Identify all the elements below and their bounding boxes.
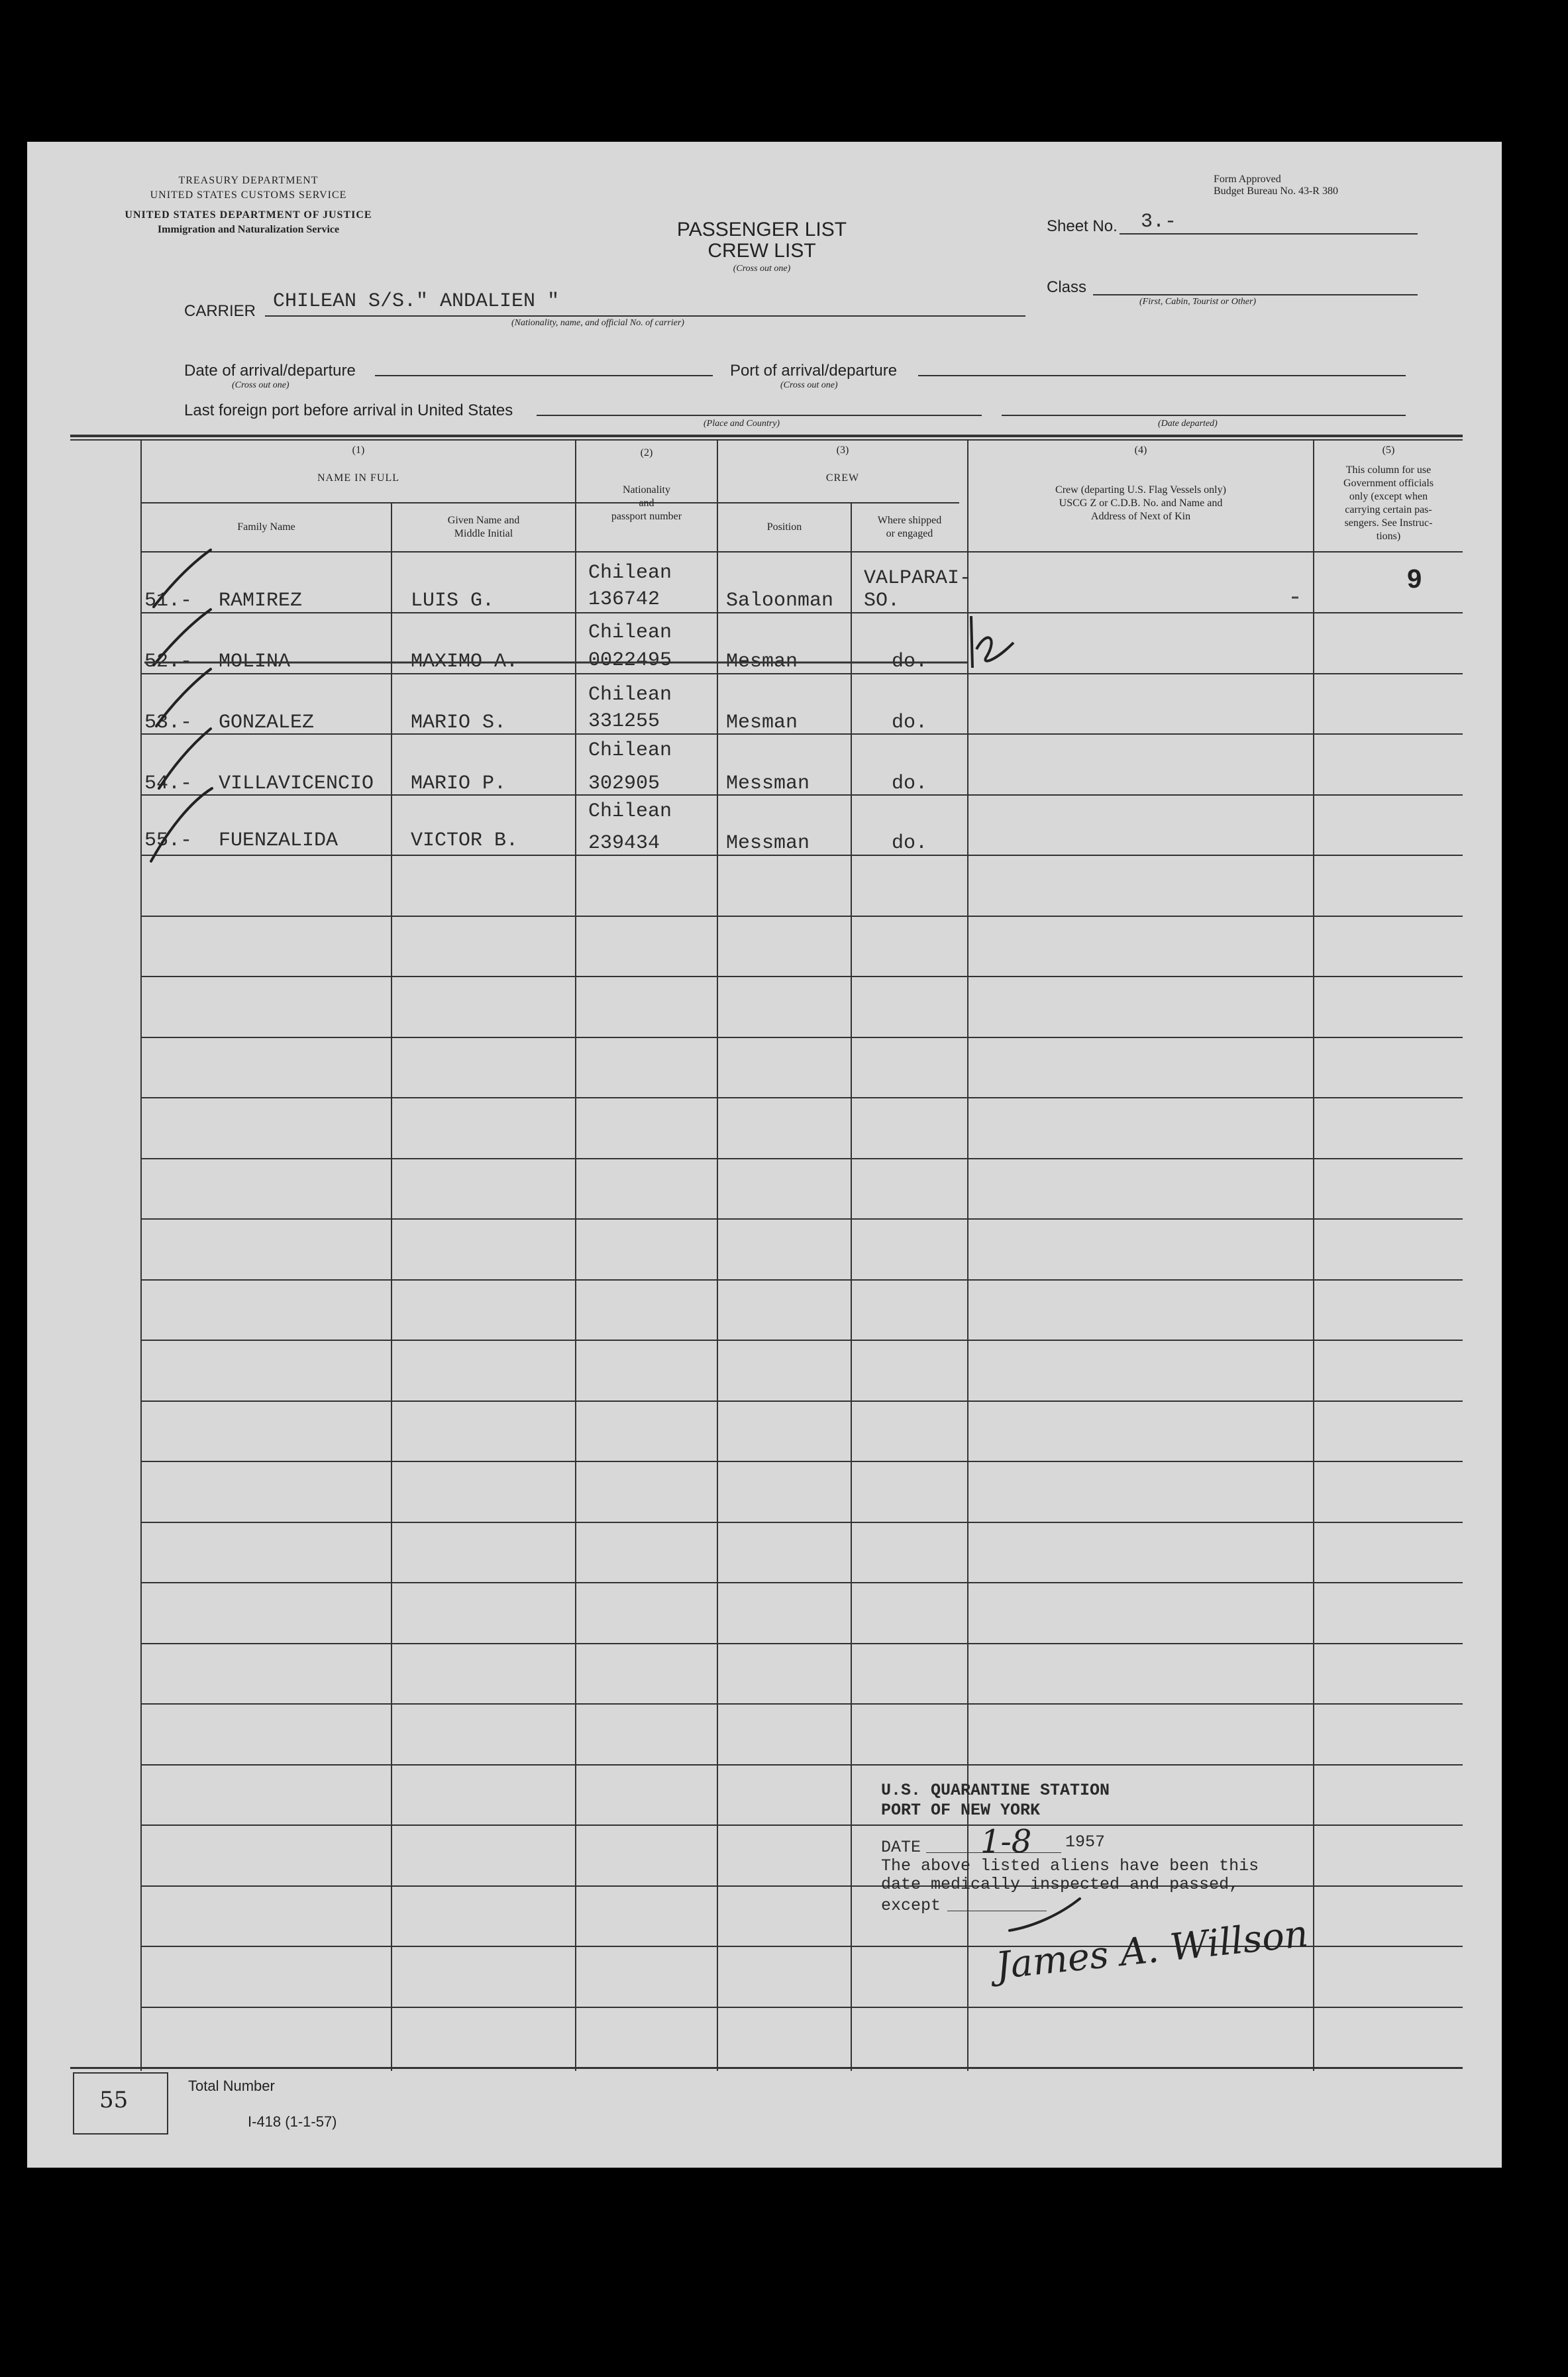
class-label: Class [1047,278,1087,296]
position: Mesman [726,712,798,734]
carrier-value: CHILEAN S/S." ANDALIEN " [273,290,560,313]
col1-given-header-2: Middle Initial [454,528,513,539]
passport-number: 239434 [588,832,660,855]
nationality: Chilean [588,684,672,706]
where-shipped-1: VALPARAI- [864,567,972,590]
col5-number: (5) [1382,445,1395,456]
sheet-value: 3.- [1141,211,1177,233]
last-port-label: Last foreign port before arrival in United States [184,401,513,419]
carrier-label: CARRIER [184,302,256,320]
date-arrival-label: Date of arrival/departure [184,362,356,380]
col1-title: NAME IN FULL [317,472,399,484]
col4-header-2: USCG Z or C.D.B. No. and Name and [1059,498,1223,509]
row-number: 54.- [144,772,193,795]
given-name: LUIS G. [411,590,495,612]
col5-header-3: only (except when [1349,491,1428,502]
col2-header-3: passport number [611,511,682,522]
row-number: 53.- [144,712,193,734]
family-name: RAMIREZ [219,590,303,612]
stamp-line-4: The above listed aliens have been this [881,1856,1259,1875]
col3-position-header: Position [766,521,802,533]
stamp-date-label: DATE [881,1838,921,1857]
port-arrival-label: Port of arrival/departure [730,362,898,380]
where-shipped: do. [892,772,928,795]
form-approved-2: Budget Bureau No. 43-R 380 [1214,185,1338,197]
position: Messman [726,772,810,795]
passport-number: 0022495 [588,649,672,672]
row-number: 55.- [144,829,193,852]
col5-header-5: sengers. See Instruc- [1344,517,1433,529]
class-note: (First, Cabin, Tourist or Other) [1139,297,1257,307]
family-name: FUENZALIDA [219,829,339,852]
total-label: Total Number [188,2078,275,2094]
col1-family-header: Family Name [237,521,295,533]
stamp-line-5: date medically inspected and passed, [881,1875,1239,1894]
title-passenger-list: PASSENGER LIST [676,219,847,240]
col2-header-2: and [639,498,654,509]
col2-number: (2) [640,447,653,458]
family-name: VILLAVICENCIO [219,772,374,795]
carrier-note: (Nationality, name, and official No. of carrier) [511,318,684,328]
signature-flourish [1007,1895,1086,1934]
passport-number: 302905 [588,772,660,795]
col5-header-1: This column for use [1345,464,1432,476]
family-name: GONZALEZ [219,712,315,734]
position: Messman [726,832,810,855]
family-name: MOLINA [219,651,291,673]
row-number: 51.- [144,590,193,612]
col4-header-3: Address of Next of Kin [1090,511,1191,522]
given-name: MAXIMO A. [411,651,519,673]
given-name: MARIO P. [411,772,507,795]
date-arrival-note: (Cross out one) [232,380,289,390]
passport-number: 136742 [588,588,660,611]
agency-line-2: UNITED STATES CUSTOMS SERVICE [150,189,347,201]
passport-number: 331255 [588,710,660,733]
stamp-date-value: 1-8 [980,1823,1032,1860]
nationality: Chilean [588,621,672,644]
last-port-note-2: (Date departed) [1158,419,1218,429]
col5-header-6: tions) [1376,531,1401,542]
where-shipped-2: SO. [864,590,900,612]
where-shipped: do. [892,712,928,734]
col3-title: CREW [825,472,860,484]
sheet-label: Sheet No. [1047,217,1118,235]
col5-header-2: Government officials [1343,478,1434,489]
port-arrival-note: (Cross out one) [780,380,838,390]
form-approved-1: Form Approved [1214,174,1281,185]
last-port-note-1: (Place and Country) [704,419,780,429]
given-name: MARIO S. [411,712,507,734]
stamp-line-6: except [881,1896,941,1915]
nationality: Chilean [588,739,672,762]
stamp-line-2: PORT OF NEW YORK [881,1801,1041,1820]
where-shipped: do. [892,832,928,855]
agency-line-3: UNITED STATES DEPARTMENT OF JUSTICE [125,209,372,221]
where-shipped: do. [892,651,928,673]
col3-number: (3) [836,445,849,456]
title-crew-list: CREW LIST [707,240,816,262]
stamp-year: 1957 [1065,1832,1106,1852]
official-use-mark: 9 [1407,564,1422,594]
col5-header-4: carrying certain pas- [1345,504,1432,515]
col1-given-header-1: Given Name and [447,515,520,526]
col3-where-header-2: or engaged [886,528,933,539]
stamp-signature: James A. Willson [994,1912,1310,1988]
title-note: (Cross out one) [733,264,791,274]
col2-header-1: Nationality [623,484,670,496]
agency-line-1: TREASURY DEPARTMENT [178,175,319,186]
given-name: VICTOR B. [411,829,519,852]
agency-line-4: Immigration and Naturalization Service [157,224,340,235]
nationality: Chilean [588,562,672,584]
total-value: 55 [99,2087,129,2113]
col1-number: (1) [352,445,365,456]
col4-number: (4) [1134,445,1147,456]
position: Mesman [726,651,798,673]
row-number: 52.- [144,651,193,673]
col3-where-header-1: Where shipped [877,515,942,526]
nationality: Chilean [588,800,672,823]
form-number: I-418 (1-1-57) [248,2113,337,2130]
position: Saloonman [726,590,834,612]
col4-header-1: Crew (departing U.S. Flag Vessels only) [1055,484,1226,496]
stamp-line-1: U.S. QUARANTINE STATION [881,1781,1110,1800]
